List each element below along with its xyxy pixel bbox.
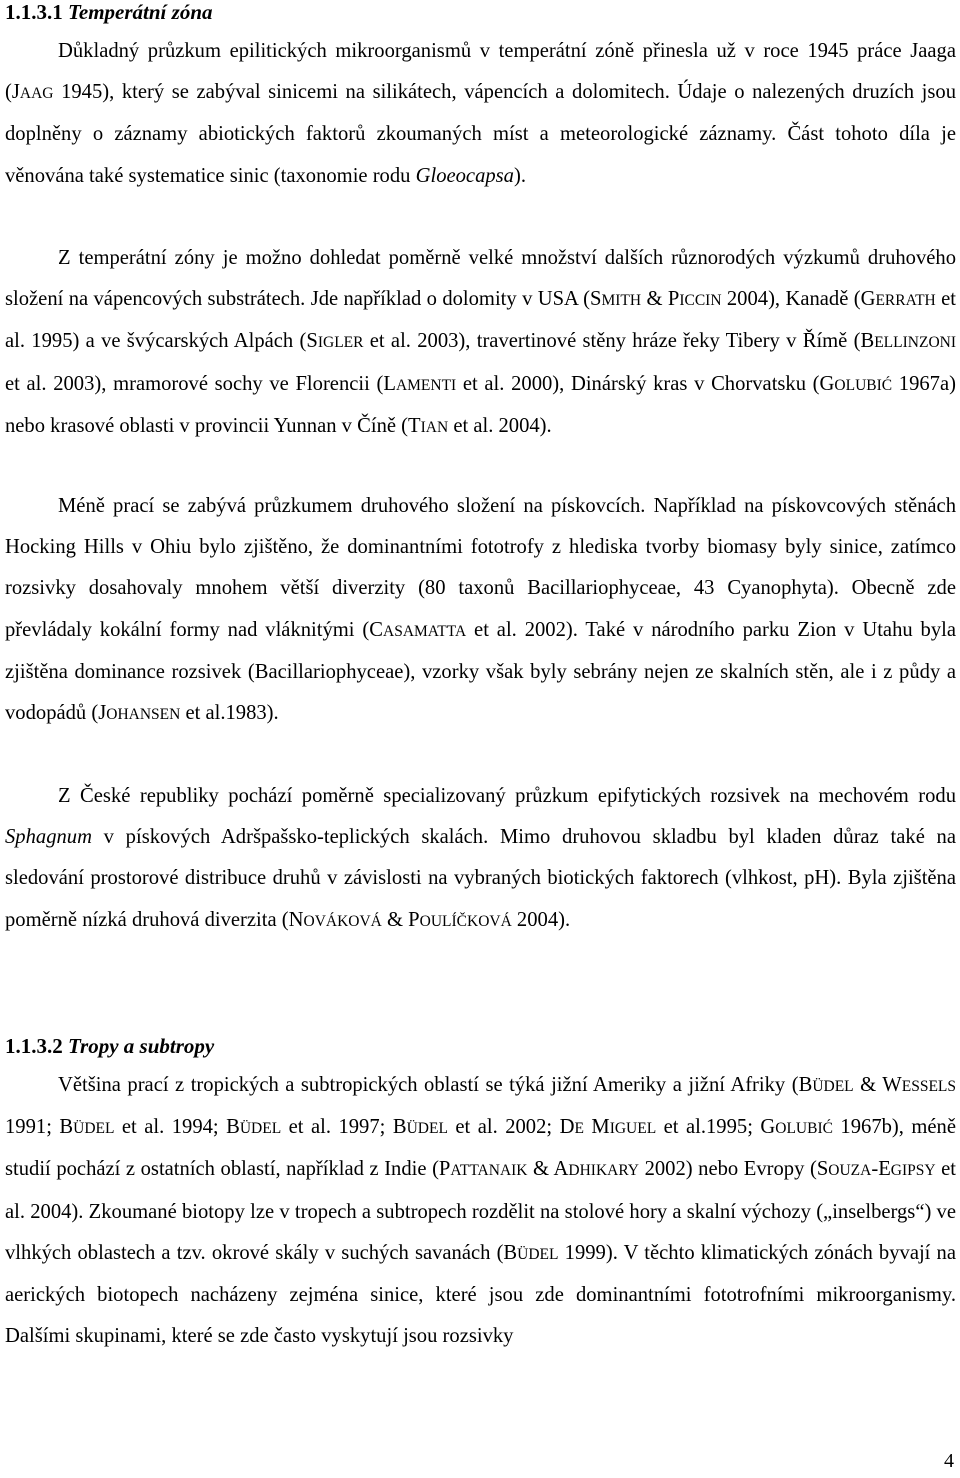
paragraph-1: Důkladný průzkum epilitických mikroorganismů v temperátní zóně přinesla už v roce 1945 práce Jaaga (JAAG 1945), který se zabýval sinicemi na silikátech, vápencích a dolomitech. Údaje o nalezených druzích jsou doplněny o záznamy abiotických faktorů zkoumaných míst a meteorologické záznamy. Část tohoto díla je věnována také systematice sinic (taxonomie rodu Gloeocapsa). (5, 40, 956, 187)
section-number: 1.1.3.1 (5, 0, 63, 24)
paragraph-2: Z temperátní zóny je možno dohledat poměrně velké množství dalších různorodých výzkumů druhového složení na vápencových substrátech. Jde například o dolomity v USA (SMITH & PICCIN 2004), Kanadě (GERRATH et al. 1995) a ve švýcarských Alpách (SIGLER et al. 2003), travertinové stěny hráze řeky Tibery v Římě (BELLINZONI et al. 2003), mramorové sochy ve Florencii (LAMENTI et al. 2000), Dinárský kras v Chorvatsku (GOLUBIĆ 1967a) nebo krasové oblasti v provincii Yunnan v Číně (TIAN et al. 2004). (5, 247, 956, 437)
section-heading-temperate (5, 0, 213, 24)
section-title: Tropy a subtropy (68, 1034, 215, 1058)
paragraph-3: Méně prací se zabývá průzkumem druhového složení na pískovcích. Například na pískovcových stěnách Hocking Hills v Ohiu bylo zjištěno, že dominantními fototrofy z hlediska tvorby biomasy byly sinice, zatímco rozsivky dosahovaly mnohem větší diverzity (80 taxonů Bacillariophyceae, 43 Cyanophyta). Obecně zde převládaly kokální formy nad vláknitými (CASAMATTA et al. 2002). Také v národního parku Zion v Utahu byla zjištěna dominance rozsivek (Bacillariophyceae), vzorky však byly sebrány nejen ze skalních stěn, ale i z půdy a vodopádů (JOHANSEN et al.1983). (5, 495, 957, 725)
paragraph-5: Většina prací z tropických a subtropických oblastí se týká jižní Ameriky a jižní Afriky (BÜDEL & WESSELS 1991; BÜDEL et al. 1994; BÜDEL et al. 1997; BÜDEL et al. 2002; DE MIGUEL et al.1995; GOLUBIĆ 1967b), méně studií pochází z ostatních oblastí, například z Indie (PATTANAIK & ADHIKARY 2002) nebo Evropy (SOUZA-EGIPSY et al. 2004). Zkoumané biotopy lze v tropech a subtropech rozdělit na stolové hory a skalní výchozy („inselbergs“) ve vlhkých oblastech a tzv. okrové skály v suchých savanách (BÜDEL 1999). V těchto klimatických zónách byvají na aerických biotopech nacházeny zejména sinice, které jsou zde dominantními fototrofními mikroorganismy. Dalšími skupinami, které se zde často vyskytují jsou rozsivky (5, 1074, 957, 1348)
section-title: Temperátní zóna (68, 0, 213, 24)
section-heading-tropics (5, 1034, 214, 1058)
section-number: 1.1.3.2 (5, 1034, 63, 1058)
page-number: 4 (944, 1450, 954, 1472)
paragraph-4: Z České republiky pochází poměrně specializovaný průzkum epifytických rozsivek na mechovém rodu Sphagnum v pískových Adršpašsko-teplických skalách. Mimo druhovou skladbu byl kladen důraz také na sledování prostorové distribuce druhů v závislosti na vybraných biotických faktorech (vlhkost, pH). Byla zjištěna poměrně nízká druhová diverzita (NOVÁKOVÁ & POULÍČKOVÁ 2004). (5, 785, 956, 931)
